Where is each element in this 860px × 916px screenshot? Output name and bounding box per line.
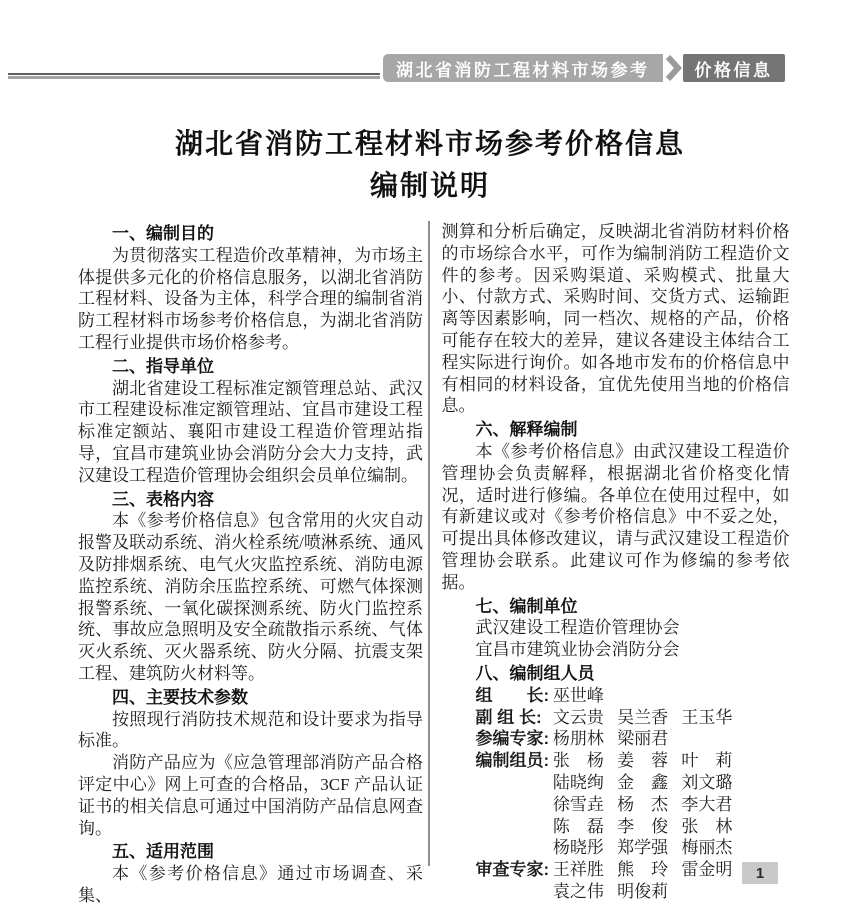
personnel-name: 李 俊 [617, 816, 669, 836]
page-number-badge [742, 862, 778, 884]
personnel-name: 张 杨 [552, 751, 604, 771]
personnel-row [442, 881, 790, 903]
personnel-name: 张 林 [681, 816, 733, 836]
personnel-name: 吴兰香 [617, 707, 669, 727]
page-title [0, 124, 860, 208]
paragraph: 消防产品应为《应急管理部消防产品合格评定中心》网上可查的合格品，3CF 产品认证证书的相关信息可通过中国消防产品信息网查询。 [78, 753, 423, 838]
personnel-row [442, 707, 790, 729]
paragraph: 为贯彻落实工程造价改革精神，为市场主体提供多元化的价格信息服务，以湖北省消防工程材料、设备为主体，科学合理的编制省消防工程材料市场参考价格信息，为湖北省消防工程行业提供市场价格参考。 [78, 245, 423, 352]
personnel-row [442, 837, 790, 859]
section-heading-6: 六、解释编制 [475, 420, 578, 440]
breadcrumb-left-label: 湖北省消防工程材料市场参考 [396, 60, 650, 80]
section-heading-7: 七、编制单位 [475, 596, 578, 616]
personnel-name: 王祥胜 [552, 860, 604, 880]
section-heading-8: 八、编制组人员 [475, 663, 595, 683]
personnel-name: 徐雪垚 [552, 794, 604, 814]
section-heading-4: 四、主要技术参数 [112, 687, 248, 707]
personnel-name: 陆晓绚 [552, 772, 604, 792]
personnel-label: 审查专家: [475, 860, 550, 880]
personnel-row [442, 772, 790, 794]
column-divider [428, 221, 430, 866]
header-rule-light-line [8, 76, 380, 79]
paragraph: 按照现行消防技术规范和设计要求为指导标准。 [78, 709, 423, 751]
personnel-name: 杨 杰 [617, 794, 669, 814]
personnel-name: 姜 蓉 [617, 751, 669, 771]
personnel-name: 明俊莉 [617, 881, 669, 901]
org-line-2: 宜昌市建筑业协会消防分会 [475, 640, 680, 660]
paragraph: 湖北省建设工程标准定额管理总站、武汉市工程建设标准定额管理站、宜昌市建设工程标准定额站、襄阳市建设工程造价管理站指导，宜昌市建筑业协会消防分会大力支持，武汉建设工程造价管理协会组织会员单位编制。 [78, 378, 423, 485]
paragraph: 本《参考价格信息》由武汉建设工程造价管理协会负责解释，根据湖北省价格变化情况，适时进行修编。各单位在使用过程中，如有新建议或对《参考价格信息》中不妥之处，可提出具体修改建议，请与武汉建设工程造价管理协会联系。此建议可作为修编的参考依据。 [441, 441, 790, 592]
page-title-line1: 湖北省消防工程材料市场参考价格信息 [174, 129, 685, 160]
personnel-row [442, 794, 790, 816]
personnel-row [442, 816, 790, 838]
personnel-name: 文云贵 [552, 707, 604, 727]
right-column [441, 221, 790, 901]
personnel-label: 编制组员: [475, 751, 550, 771]
breadcrumb-segment-left [383, 54, 663, 82]
breadcrumb-segment-right [683, 54, 785, 82]
personnel-row [442, 685, 790, 707]
header-rule-dark-line [8, 73, 380, 75]
section-heading-5: 五、适用范围 [112, 842, 214, 862]
personnel-name: 王玉华 [681, 707, 733, 727]
personnel-name: 金 鑫 [617, 772, 669, 792]
section-heading-3: 三、表格内容 [112, 489, 214, 509]
personnel-name: 巫世峰 [552, 685, 604, 705]
breadcrumb-right-label: 价格信息 [694, 60, 773, 80]
section-heading-1: 一、编制目的 [112, 224, 214, 243]
breadcrumb [383, 54, 785, 82]
document-body [78, 221, 790, 905]
paragraph-continuation: 测算和分析后确定，反映湖北省消防材料价格的市场综合水平，可作为编制消防工程造价文件的参考。因采购渠道、采购模式、批量大小、付款方式、采购时间、交货方式、运输距离等因素影响，同一档次、规格的产品，价格可能存在较大的差异，建议各建设主体结合工程实际进行询价。如各地市发布的价格信息中有相同的材料设备，宜优先使用当地的价格信息。 [441, 222, 790, 416]
personnel-label: 副 组 长: [475, 707, 542, 727]
personnel-name: 袁之伟 [552, 881, 604, 901]
personnel-label: 参编专家: [475, 729, 550, 749]
page-title-line2: 编制说明 [369, 171, 490, 202]
org-line-1: 武汉建设工程造价管理协会 [475, 618, 680, 638]
personnel-name: 熊 玲 [617, 860, 669, 880]
section-heading-2: 二、指导单位 [112, 356, 214, 376]
paragraph: 本《参考价格信息》通过市场调查、采集、 [78, 864, 423, 905]
personnel-name: 梅丽杰 [681, 838, 733, 858]
personnel-name: 叶 莉 [681, 751, 733, 771]
personnel-name: 陈 磊 [552, 816, 604, 836]
header-rule [8, 73, 380, 79]
page-number: 1 [755, 864, 765, 882]
personnel-name: 刘文璐 [681, 772, 733, 792]
personnel-row [442, 859, 790, 881]
personnel-label: 组 长: [475, 685, 550, 705]
personnel-row [442, 750, 790, 772]
personnel-name: 梁丽君 [617, 729, 669, 749]
paragraph: 本《参考价格信息》包含常用的火灾自动报警及联动系统、消火栓系统/喷淋系统、通风及防排烟系统、电气火灾监控系统、消防电源监控系统、消防余压监控系统、可燃气体探测报警系统、一氧化碳探测系统、防火门监控系统、事故应急照明及安全疏散指示系统、气体灭火系统、灭火器系统、防火分隔、抗震支架工程、建筑防火材料等。 [78, 511, 423, 683]
personnel-name: 郑学强 [617, 838, 669, 858]
personnel-row [442, 728, 790, 750]
chevron-right-icon [664, 54, 682, 82]
left-column [78, 221, 423, 905]
personnel-name: 李大君 [681, 794, 733, 814]
personnel-name: 雷金明 [681, 860, 733, 880]
personnel-name: 杨朋林 [552, 729, 604, 749]
personnel-name: 杨晓彤 [552, 838, 604, 858]
